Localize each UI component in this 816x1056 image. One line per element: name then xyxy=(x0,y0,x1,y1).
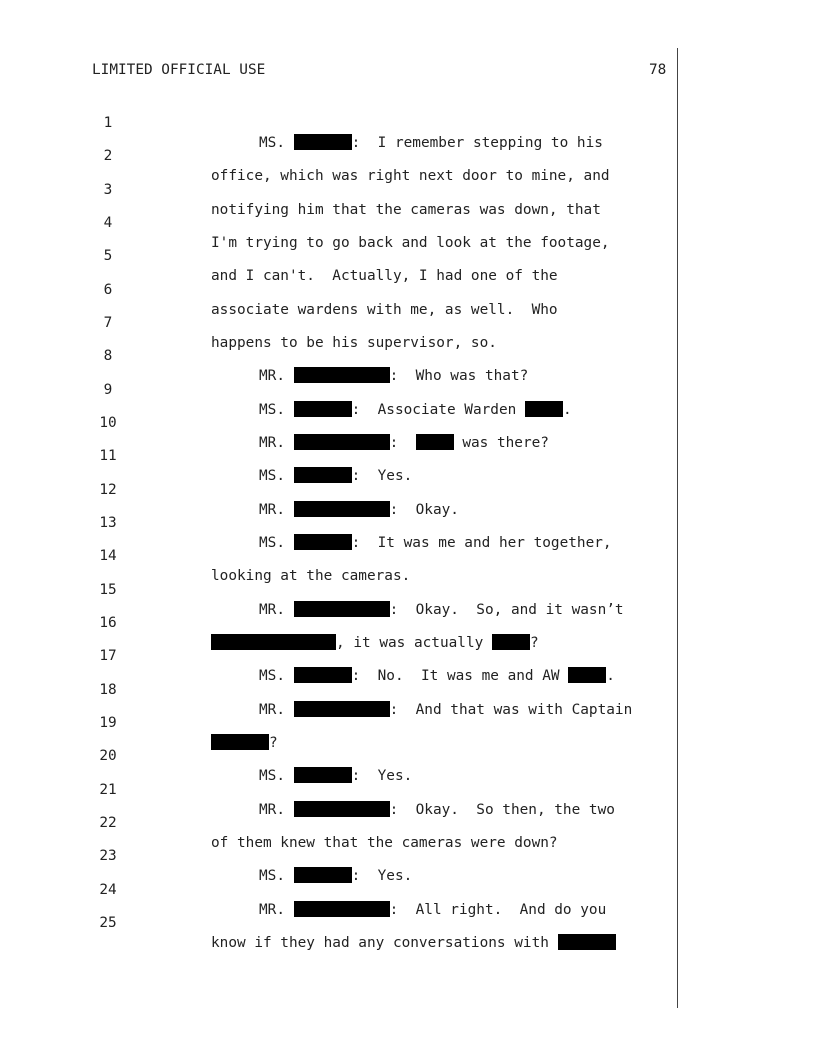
redaction-box xyxy=(294,134,352,150)
line-number: 8 xyxy=(103,348,113,364)
line-number: 24 xyxy=(99,882,117,898)
line-number: 6 xyxy=(103,282,113,298)
redaction-box xyxy=(492,634,530,650)
line-number: 1 xyxy=(103,115,113,131)
line-number: 21 xyxy=(99,782,117,798)
line-number: 14 xyxy=(99,548,117,564)
line-text: , it was actually ? xyxy=(211,633,539,653)
redaction-box xyxy=(568,667,606,683)
line-number: 4 xyxy=(103,215,113,231)
transcript-line xyxy=(0,726,413,784)
redaction-box xyxy=(294,601,390,617)
transcript-line xyxy=(0,526,411,584)
redaction-box xyxy=(294,467,352,483)
line-number: 5 xyxy=(103,248,113,264)
line-number: 17 xyxy=(99,648,117,664)
redaction-box xyxy=(294,367,390,383)
line-number: 2 xyxy=(103,148,113,164)
line-text: MS. : Yes. xyxy=(259,468,413,484)
transcript-line xyxy=(0,693,278,751)
redaction-box xyxy=(294,534,352,550)
redaction-box xyxy=(294,801,390,817)
line-number: 11 xyxy=(99,448,117,464)
line-number: 20 xyxy=(99,748,117,764)
line-text: know if they had any conversations with xyxy=(211,933,616,953)
redaction-box xyxy=(294,767,352,783)
line-text: MS. : Yes. xyxy=(259,868,413,884)
redaction-box xyxy=(294,667,352,683)
line-number: 3 xyxy=(103,182,113,198)
page-number: 78 xyxy=(649,62,667,78)
redaction-box xyxy=(525,401,563,417)
redaction-box xyxy=(294,501,390,517)
line-number: 15 xyxy=(99,582,117,598)
line-number: 23 xyxy=(99,848,117,864)
line-number: 22 xyxy=(99,815,117,831)
line-text: MR. : Okay. So then, the two xyxy=(259,802,615,818)
line-text: happens to be his supervisor, so. xyxy=(211,335,497,351)
redaction-box xyxy=(294,901,390,917)
line-text: I'm trying to go back and look at the footage, xyxy=(211,235,610,251)
line-text: MS. : No. It was me and AW . xyxy=(259,668,615,684)
line-number: 19 xyxy=(99,715,117,731)
line-text: MR. : All right. And do you xyxy=(259,902,607,918)
line-text: notifying him that the cameras was down, that xyxy=(211,202,601,218)
line-number: 12 xyxy=(99,482,117,498)
redaction-box xyxy=(294,867,352,883)
redaction-box xyxy=(416,434,454,450)
redaction-box xyxy=(294,401,352,417)
line-number: 25 xyxy=(99,915,117,931)
line-text: MS. : I remember stepping to his xyxy=(259,135,603,151)
line-number: 13 xyxy=(99,515,117,531)
classification-header: LIMITED OFFICIAL USE xyxy=(92,62,266,78)
line-text: MR. : Who was that? xyxy=(259,368,529,384)
right-margin-rule xyxy=(677,48,678,1008)
line-text: associate wardens with me, as well. Who xyxy=(211,302,558,318)
transcript-line xyxy=(0,93,603,151)
line-number: 9 xyxy=(103,382,113,398)
redaction-box xyxy=(558,934,616,950)
line-number: 18 xyxy=(99,682,117,698)
line-number: 10 xyxy=(99,415,117,431)
redaction-box xyxy=(294,701,390,717)
line-text: MR. : Okay. xyxy=(259,502,459,518)
line-text: MS. : It was me and her together, xyxy=(259,535,612,551)
redaction-box xyxy=(211,634,336,650)
line-text: looking at the cameras. xyxy=(211,568,411,584)
line-text: MS. : Associate Warden . xyxy=(259,402,572,418)
line-text: of them knew that the cameras were down? xyxy=(211,835,558,851)
line-number: 7 xyxy=(103,315,113,331)
line-text: and I can't. Actually, I had one of the xyxy=(211,268,558,284)
line-text: MS. : Yes. xyxy=(259,768,413,784)
line-text: ? xyxy=(211,733,278,753)
line-text: MR. : Okay. So, and it wasn’t xyxy=(259,602,624,618)
redaction-box xyxy=(294,434,390,450)
line-text: MR. : And that was with Captain xyxy=(259,702,633,718)
redaction-box xyxy=(211,734,269,750)
line-text: office, which was right next door to mine, and xyxy=(211,168,610,184)
line-text: MR. : was there? xyxy=(259,435,549,451)
line-number: 16 xyxy=(99,615,117,631)
